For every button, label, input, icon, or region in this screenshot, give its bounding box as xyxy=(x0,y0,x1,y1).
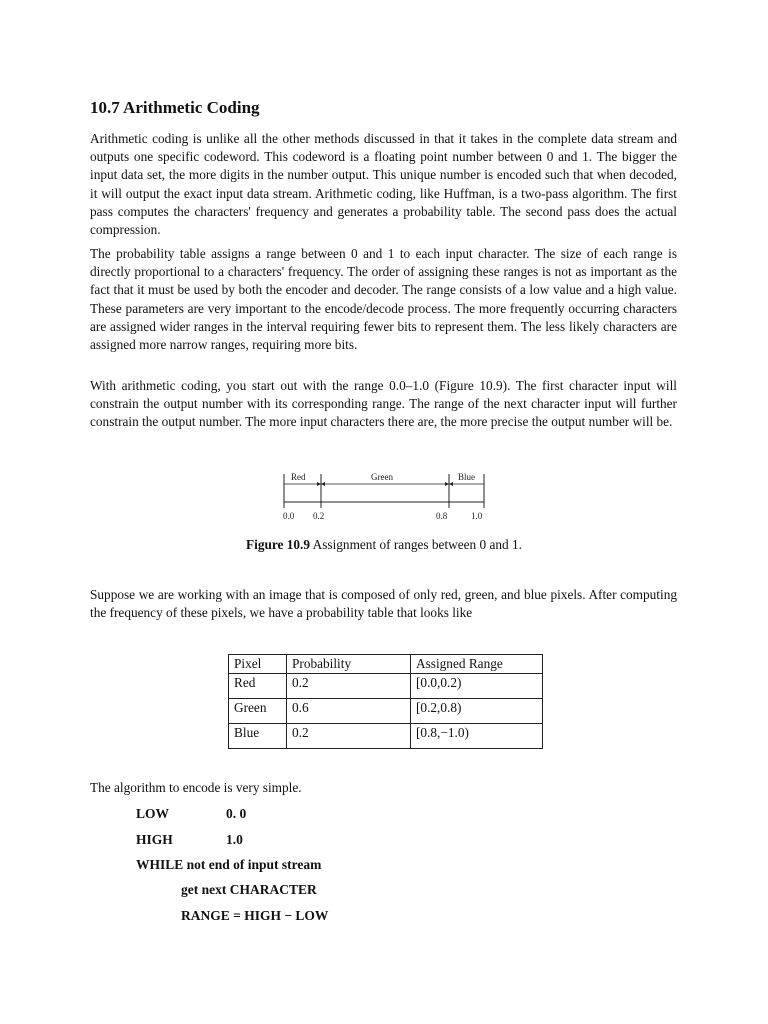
arrow-green-left xyxy=(321,482,325,486)
table-header-cell: Probability xyxy=(287,655,411,674)
table-header-cell: Pixel xyxy=(229,655,287,674)
code-while-line: WHILE not end of input stream xyxy=(136,857,322,872)
figure-label-blue: Blue xyxy=(458,472,475,482)
code-low-label: LOW xyxy=(136,806,170,821)
table-row xyxy=(229,674,543,699)
table-cell: 0.2 xyxy=(287,724,411,749)
tick-label-0-0: 0.0 xyxy=(283,511,295,521)
table-cell: Green xyxy=(229,699,287,724)
tick-label-1-0: 1.0 xyxy=(471,511,483,521)
table-row xyxy=(229,724,543,749)
arrow-red-right xyxy=(317,482,321,486)
paragraph-intro: Arithmetic coding is unlike all the other methods discussed in that it takes in the complete data stream and outputs one specific codeword. This codeword is a floating point number between 0 and 1. The bigger the input data set, the more digits in the number output. This unique number is encoded such that when decoded, it will output the exact input data stream. Arithmetic coding, like Huffman, is a two-pass algorithm. The first pass computes the characters' frequency and generates a probability table. The second pass does the actual compression. xyxy=(90,131,677,238)
figure-caption-label: Figure 10.9 xyxy=(246,537,311,552)
algorithm-intro: The algorithm to encode is very simple. xyxy=(90,780,302,795)
code-get-line: get next CHARACTER xyxy=(181,882,317,897)
table-cell: [0.2,0.8) xyxy=(411,699,543,724)
paragraph-probability-table: The probability table assigns a range between 0 and 1 to each input character. The size of each range is directly proportional to a characters' frequency. The order of assigning these ranges is not as important as the fact that it must be used by both the encoder and decoder. The range consists of a low value and a high value. These parameters are very important to the encode/decode process. The more frequently occurring characters are assigned wider ranges in the interval requiring fewer bits to represent them. The less likely characters are assigned more narrow ranges, requiring more bits. xyxy=(90,246,677,353)
table-cell: 0.6 xyxy=(287,699,411,724)
table-cell: [0.0,0.2) xyxy=(411,674,543,699)
table-header-row xyxy=(229,655,543,674)
table-cell: [0.8,−1.0) xyxy=(411,724,543,749)
figure-label-green: Green xyxy=(371,472,393,482)
paragraph-range: With arithmetic coding, you start out with the range 0.0–1.0 (Figure 10.9). The first character input will constrain the output number with its corresponding range. The range of the next character input will further constrain the output number. The more input characters there are, the more precise the output number will be. xyxy=(90,378,677,430)
figure-label-red: Red xyxy=(291,472,306,482)
figure-caption-text: Assignment of ranges between 0 and 1. xyxy=(310,537,522,552)
figure-caption xyxy=(0,537,768,553)
tick-label-0-2: 0.2 xyxy=(313,511,325,521)
table-row xyxy=(229,699,543,724)
code-low-value: 0. 0 xyxy=(226,806,247,821)
code-high-value: 1.0 xyxy=(226,832,243,847)
table-cell: 0.2 xyxy=(287,674,411,699)
code-high-label: HIGH xyxy=(136,832,173,847)
table-header-cell: Assigned Range xyxy=(411,655,543,674)
tick-label-0-8: 0.8 xyxy=(436,511,448,521)
probability-table xyxy=(228,654,543,749)
arrow-blue-left xyxy=(449,482,453,486)
range-figure xyxy=(278,466,490,528)
table-cell: Red xyxy=(229,674,287,699)
code-range-line: RANGE = HIGH − LOW xyxy=(181,908,329,923)
arrow-green-right xyxy=(445,482,449,486)
table-cell: Blue xyxy=(229,724,287,749)
paragraph-pixels: Suppose we are working with an image that is composed of only red, green, and blue pixels. After computing the frequency of these pixels, we have a probability table that looks like xyxy=(90,587,677,621)
section-title: 10.7 Arithmetic Coding xyxy=(90,98,260,117)
